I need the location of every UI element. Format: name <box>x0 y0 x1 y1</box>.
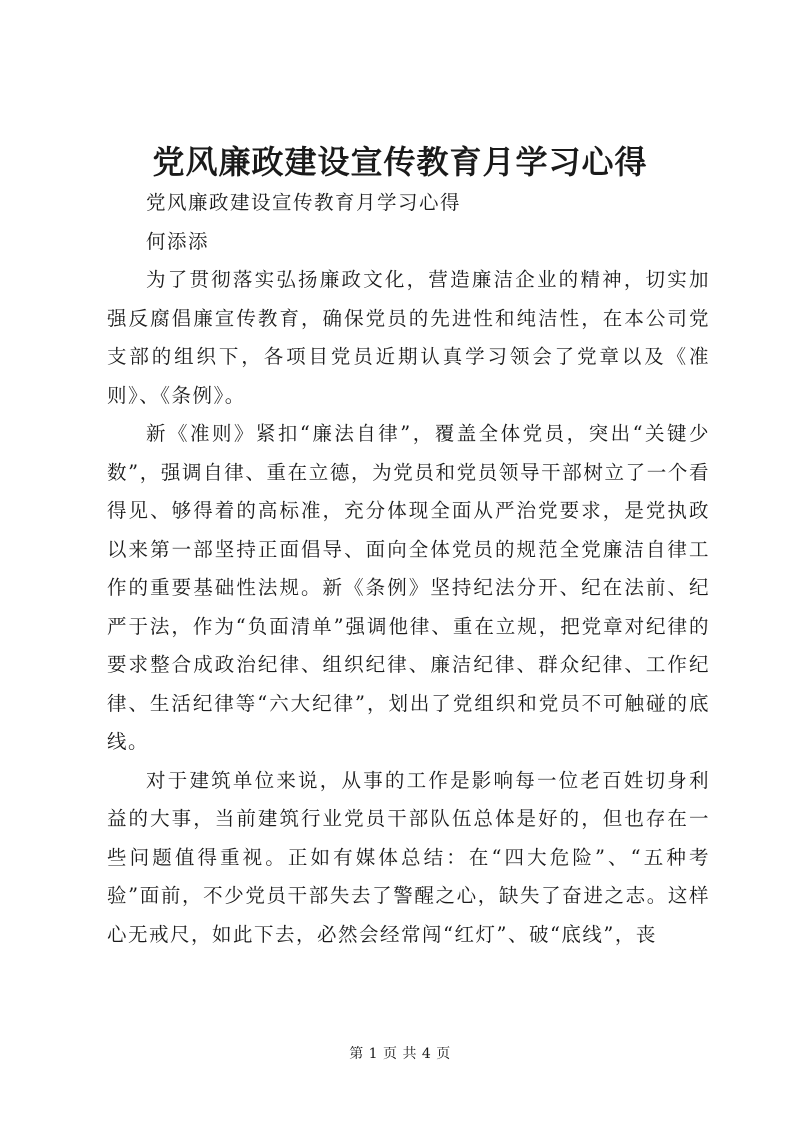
paragraph-1: 为了贯彻落实弘扬廉政文化，营造廉洁企业的精神，切实加强反腐倡廉宣传教育，确保党员的先进性和纯洁性，在本公司党支部的组织下，各项目党员近期认真学习领会了党章以及《准则》、《条例》。 <box>107 268 710 407</box>
document-title: 党风廉政建设宣传教育月学习心得 <box>152 143 648 181</box>
paragraph-2: 新《准则》紧扣“廉法自律”，覆盖全体党员，突出“关键少数”，强调自律、重在立德，为党员和党员领导干部树立了一个看得见、够得着的高标准，充分体现全面从严治党要求，是党执政以来第一部坚持正面倡导、面向全体党员的规范全党廉洁自律工作的重要基础性法规。新《条例》坚持纪法分开、纪在法前、纪严于法，作为“负面清单”强调他律、重在立规，把党章对纪律的要求整合成政治纪律、组织纪律、廉洁纪律、群众纪律、工作纪律、生活纪律等“六大纪律”，划出了党组织和党员不可触碰的底线。 <box>107 422 710 753</box>
page-number-footer: 第 1 页 共 4 页 <box>349 1046 451 1062</box>
document-subtitle: 党风廉政建设宣传教育月学习心得 <box>146 191 462 214</box>
document-author: 何添添 <box>146 229 210 253</box>
paragraph-3: 对于建筑单位来说，从事的工作是影响每一位老百姓切身利益的大事，当前建筑行业党员干部队伍总体是好的，但也存在一些问题值得重视。正如有媒体总结：在“四大危险”、“五种考验”面前，不少党员干部失去了警醒之心，缺失了奋进之志。这样心无戒尺，如此下去，必然会经常闯“红灯”、破“底线”，丧 <box>107 768 710 946</box>
document-body <box>107 184 710 954</box>
